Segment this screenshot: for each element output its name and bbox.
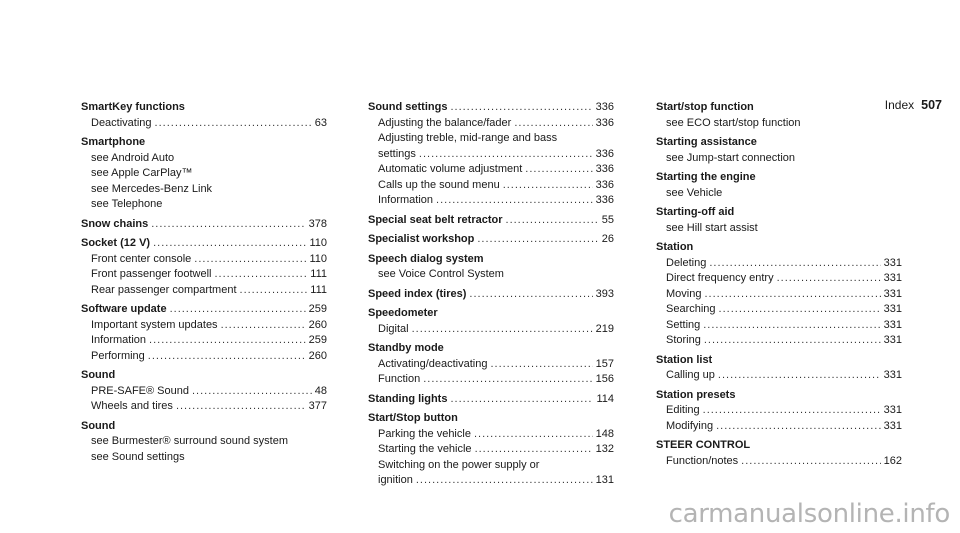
index-subentry bbox=[368, 178, 614, 194]
subentry-text: Modifying bbox=[666, 419, 714, 432]
dot-leader bbox=[170, 302, 306, 318]
dot-leader bbox=[436, 193, 593, 209]
index-heading bbox=[368, 392, 614, 408]
page-ref: 331 bbox=[883, 272, 902, 284]
index-entry bbox=[368, 341, 614, 388]
dot-leader bbox=[709, 256, 880, 272]
index-entry bbox=[81, 135, 327, 213]
subentry-text: see Voice Control System bbox=[378, 268, 504, 280]
dot-leader bbox=[741, 454, 880, 470]
index-subentry bbox=[656, 419, 902, 435]
index-entry bbox=[81, 217, 327, 233]
index-subentry bbox=[81, 151, 327, 167]
index-column-1 bbox=[81, 100, 327, 469]
index-subentry bbox=[656, 403, 902, 419]
watermark: carmanualsonline.info bbox=[668, 499, 950, 529]
index-entry bbox=[368, 100, 614, 209]
page-ref: 336 bbox=[595, 147, 614, 160]
subentry-text: Front passenger footwell bbox=[91, 268, 212, 280]
dot-leader bbox=[475, 442, 593, 458]
subentry-text: PRE-SAFE® Sound bbox=[91, 384, 189, 397]
subentry-text: Rear passenger compartment bbox=[91, 283, 237, 296]
dot-leader bbox=[423, 372, 592, 388]
index-subentry bbox=[368, 116, 614, 132]
index-heading bbox=[656, 170, 902, 186]
index-heading bbox=[81, 236, 327, 252]
dot-leader bbox=[412, 322, 593, 338]
subentry-text: see Sound settings bbox=[91, 450, 185, 463]
heading-text: Station list bbox=[656, 353, 713, 366]
subentry-text: Adjusting the balance/fader bbox=[378, 116, 512, 129]
heading-text: Software update bbox=[81, 303, 167, 315]
heading-text: Standby mode bbox=[368, 342, 444, 354]
dot-leader bbox=[240, 283, 308, 299]
index-subentry bbox=[81, 434, 327, 450]
heading-text: Start/stop function bbox=[656, 101, 754, 113]
subentry-text: see Hill start assist bbox=[666, 221, 758, 234]
heading-text: Start/Stop button bbox=[368, 412, 458, 424]
subentry-text: Automatic volume adjustment bbox=[378, 163, 523, 175]
page-ref: 63 bbox=[314, 116, 327, 129]
index-entry bbox=[656, 438, 902, 469]
index-column-2 bbox=[368, 100, 614, 493]
heading-text: Speed index (tires) bbox=[368, 287, 467, 300]
index-subentry bbox=[656, 318, 902, 334]
heading-text: STEER CONTROL bbox=[656, 439, 751, 451]
index-subentry bbox=[368, 147, 614, 163]
index-heading bbox=[368, 287, 614, 303]
dot-leader bbox=[192, 384, 312, 400]
index-subentry bbox=[81, 166, 327, 182]
index-entry bbox=[368, 213, 614, 229]
index-heading bbox=[368, 306, 614, 322]
index-subentry bbox=[368, 442, 614, 458]
dot-leader bbox=[474, 427, 593, 443]
page-ref: 331 bbox=[883, 256, 902, 269]
section-label: Index bbox=[884, 98, 915, 112]
index-subentry bbox=[656, 151, 902, 167]
dot-leader bbox=[477, 232, 598, 248]
dot-leader bbox=[153, 236, 306, 252]
index-heading bbox=[656, 100, 902, 116]
index-subentry bbox=[368, 372, 614, 388]
page-ref: 336 bbox=[595, 178, 614, 191]
page-ref: 259 bbox=[308, 303, 327, 315]
index-subentry bbox=[81, 267, 327, 283]
subentry-text: see Apple CarPlay™ bbox=[91, 167, 193, 179]
subentry-text: Calls up the sound menu bbox=[378, 178, 500, 191]
subentry-text: Front center console bbox=[91, 252, 192, 265]
page-ref: 331 bbox=[883, 369, 902, 381]
subentry-text: Wheels and tires bbox=[91, 400, 173, 412]
heading-text: Speedometer bbox=[368, 307, 438, 319]
index-subentry bbox=[81, 450, 327, 466]
subentry-text: Moving bbox=[666, 287, 702, 300]
index-entry bbox=[656, 170, 902, 201]
heading-text: Socket (12 V) bbox=[81, 237, 151, 249]
index-entry bbox=[368, 411, 614, 489]
index-heading bbox=[656, 438, 902, 454]
index-heading bbox=[81, 100, 327, 116]
dot-leader bbox=[194, 252, 306, 268]
subentry-text: Function/notes bbox=[666, 454, 739, 467]
heading-text: Starting the engine bbox=[656, 171, 756, 183]
heading-text: Standing lights bbox=[368, 392, 448, 405]
dot-leader bbox=[221, 318, 306, 334]
page-ref: 110 bbox=[309, 237, 327, 249]
page-ref: 111 bbox=[310, 283, 327, 296]
page-ref: 336 bbox=[595, 101, 614, 113]
index-subentry bbox=[656, 116, 902, 132]
subentry-text: see Jump-start connection bbox=[666, 151, 796, 164]
index-entry bbox=[81, 368, 327, 415]
subentry-text: Performing bbox=[91, 349, 145, 362]
heading-text: Station bbox=[656, 241, 694, 253]
index-entry bbox=[656, 135, 902, 166]
dot-leader bbox=[503, 178, 593, 194]
heading-text: Specialist workshop bbox=[368, 233, 475, 245]
page-ref: 114 bbox=[596, 392, 614, 405]
page-ref: 331 bbox=[883, 318, 902, 331]
dot-leader bbox=[719, 302, 881, 318]
index-heading bbox=[656, 135, 902, 151]
page-ref: 156 bbox=[595, 373, 614, 385]
subentry-text: Activating/deactivating bbox=[378, 357, 488, 370]
index-column-3 bbox=[656, 100, 902, 473]
index-entry bbox=[368, 306, 614, 337]
index-subentry bbox=[81, 333, 327, 349]
page-ref: 260 bbox=[308, 318, 327, 331]
index-entry bbox=[368, 392, 614, 408]
page-ref: 331 bbox=[883, 419, 902, 432]
heading-text: Special seat belt retractor bbox=[368, 213, 503, 226]
subentry-text: Adjusting treble, mid-range and bass bbox=[378, 132, 558, 144]
heading-text: Snow chains bbox=[81, 217, 149, 230]
dot-leader bbox=[506, 213, 599, 229]
page-ref: 331 bbox=[883, 334, 902, 346]
dot-leader bbox=[703, 403, 881, 419]
index-heading bbox=[81, 368, 327, 384]
index-subentry bbox=[81, 318, 327, 334]
page-number: 507 bbox=[921, 98, 942, 112]
dot-leader bbox=[704, 287, 880, 303]
heading-text: Sound settings bbox=[368, 101, 448, 113]
page-ref: 393 bbox=[595, 287, 614, 300]
index-subentry bbox=[368, 162, 614, 178]
subentry-text: Digital bbox=[378, 322, 409, 335]
dot-leader bbox=[450, 100, 592, 116]
index-subentry bbox=[656, 186, 902, 202]
index-entry bbox=[656, 205, 902, 236]
subentry-text: Important system updates bbox=[91, 318, 218, 331]
dot-leader bbox=[214, 267, 307, 283]
index-entry bbox=[81, 236, 327, 298]
subentry-text: Deleting bbox=[666, 256, 707, 269]
index-entry bbox=[81, 302, 327, 364]
index-subentry bbox=[368, 131, 614, 147]
index-entry bbox=[656, 353, 902, 384]
index-entry bbox=[81, 100, 327, 131]
index-entry bbox=[656, 100, 902, 131]
index-subentry bbox=[81, 399, 327, 415]
subentry-text: Calling up bbox=[666, 369, 715, 381]
page-ref: 378 bbox=[308, 217, 327, 230]
page-ref: 157 bbox=[595, 357, 614, 370]
subentry-text: Starting the vehicle bbox=[378, 443, 472, 455]
index-subentry bbox=[81, 283, 327, 299]
index-heading bbox=[656, 353, 902, 369]
index-heading bbox=[368, 232, 614, 248]
subentry-text: Parking the vehicle bbox=[378, 427, 471, 440]
subentry-text: Switching on the power supply or bbox=[378, 458, 540, 471]
index-subentry bbox=[81, 384, 327, 400]
page-ref: 132 bbox=[595, 443, 614, 455]
index-subentry bbox=[656, 302, 902, 318]
dot-leader bbox=[149, 333, 306, 349]
index-entry bbox=[81, 419, 327, 466]
subentry-text: Direct frequency entry bbox=[666, 272, 774, 284]
dot-leader bbox=[703, 318, 880, 334]
index-heading bbox=[656, 240, 902, 256]
index-entry bbox=[368, 287, 614, 303]
page-ref: 55 bbox=[601, 213, 614, 226]
index-heading bbox=[81, 419, 327, 435]
dot-leader bbox=[148, 349, 306, 365]
index-heading bbox=[81, 302, 327, 318]
heading-text: Station presets bbox=[656, 388, 736, 401]
subentry-text: Editing bbox=[666, 404, 700, 416]
dot-leader bbox=[176, 399, 306, 415]
index-heading bbox=[81, 135, 327, 151]
page-ref: 377 bbox=[308, 400, 327, 412]
subentry-text: see Telephone bbox=[91, 198, 163, 210]
index-subentry bbox=[656, 256, 902, 272]
heading-text: Starting-off aid bbox=[656, 206, 735, 218]
index-entry bbox=[368, 252, 614, 283]
dot-leader bbox=[419, 147, 593, 163]
page-ref: 219 bbox=[595, 322, 614, 335]
dot-leader bbox=[490, 357, 592, 373]
dot-leader bbox=[450, 392, 593, 408]
subentry-text: see Vehicle bbox=[666, 186, 723, 199]
subentry-text: see Android Auto bbox=[91, 151, 175, 164]
dot-leader bbox=[151, 217, 305, 233]
index-heading bbox=[368, 213, 614, 229]
index-entry bbox=[368, 232, 614, 248]
index-subentry bbox=[81, 349, 327, 365]
index-entry bbox=[656, 240, 902, 349]
dot-leader bbox=[704, 333, 881, 349]
subentry-text: Setting bbox=[666, 318, 701, 331]
dot-leader bbox=[416, 473, 593, 489]
index-subentry bbox=[368, 458, 614, 474]
subentry-text: see Burmester® surround sound system bbox=[91, 435, 289, 447]
page-ref: 331 bbox=[883, 404, 902, 416]
index-subentry bbox=[656, 287, 902, 303]
heading-text: Sound bbox=[81, 419, 116, 432]
page-ref: 336 bbox=[595, 194, 614, 206]
page-ref: 336 bbox=[595, 163, 614, 175]
subentry-text: Information bbox=[91, 334, 147, 346]
subentry-text: Deactivating bbox=[91, 116, 152, 129]
subentry-text: Information bbox=[378, 194, 434, 206]
index-subentry bbox=[368, 473, 614, 489]
subentry-text: Function bbox=[378, 373, 421, 385]
heading-text: Smartphone bbox=[81, 136, 146, 148]
index-subentry bbox=[81, 197, 327, 213]
page-ref: 148 bbox=[595, 427, 614, 440]
page-ref: 259 bbox=[308, 334, 327, 346]
index-subentry bbox=[368, 267, 614, 283]
index-subentry bbox=[656, 454, 902, 470]
index-subentry bbox=[656, 333, 902, 349]
dot-leader bbox=[514, 116, 592, 132]
heading-text: Speech dialog system bbox=[368, 252, 484, 265]
index-heading bbox=[368, 411, 614, 427]
index-subentry bbox=[656, 368, 902, 384]
heading-text: Starting assistance bbox=[656, 136, 757, 148]
subentry-text: Searching bbox=[666, 303, 716, 315]
index-subentry bbox=[368, 193, 614, 209]
page-ref: 260 bbox=[308, 349, 327, 362]
index-heading bbox=[368, 252, 614, 268]
index-heading bbox=[656, 388, 902, 404]
dot-leader bbox=[718, 368, 881, 384]
index-heading bbox=[81, 217, 327, 233]
index-subentry bbox=[368, 357, 614, 373]
dot-leader bbox=[469, 287, 592, 303]
index-subentry bbox=[368, 427, 614, 443]
heading-text: Sound bbox=[81, 369, 116, 381]
index-heading bbox=[368, 100, 614, 116]
page-ref: 111 bbox=[310, 268, 327, 280]
subentry-text: see ECO start/stop function bbox=[666, 116, 801, 129]
index-subentry bbox=[81, 182, 327, 198]
page-ref: 48 bbox=[314, 384, 327, 397]
dot-leader bbox=[777, 271, 881, 287]
index-subentry bbox=[656, 271, 902, 287]
index-heading bbox=[368, 341, 614, 357]
dot-leader bbox=[155, 116, 312, 132]
page-ref: 162 bbox=[883, 454, 902, 467]
page-ref: 331 bbox=[883, 303, 902, 315]
page-ref: 131 bbox=[595, 474, 614, 486]
index-subentry bbox=[81, 252, 327, 268]
page-ref: 110 bbox=[309, 252, 327, 265]
index-subentry bbox=[368, 322, 614, 338]
index-subentry bbox=[656, 221, 902, 237]
dot-leader bbox=[716, 419, 881, 435]
heading-text: SmartKey functions bbox=[81, 101, 185, 113]
index-subentry bbox=[81, 116, 327, 132]
page-ref: 336 bbox=[595, 116, 614, 129]
index-heading bbox=[656, 205, 902, 221]
dot-leader bbox=[525, 162, 592, 178]
subentry-text: ignition bbox=[378, 474, 413, 486]
subentry-text: Storing bbox=[666, 334, 701, 346]
subentry-text: see Mercedes-Benz Link bbox=[91, 182, 213, 195]
index-entry bbox=[656, 388, 902, 435]
page-ref: 26 bbox=[601, 233, 614, 245]
subentry-text: settings bbox=[378, 147, 416, 160]
page-ref: 331 bbox=[883, 287, 902, 300]
